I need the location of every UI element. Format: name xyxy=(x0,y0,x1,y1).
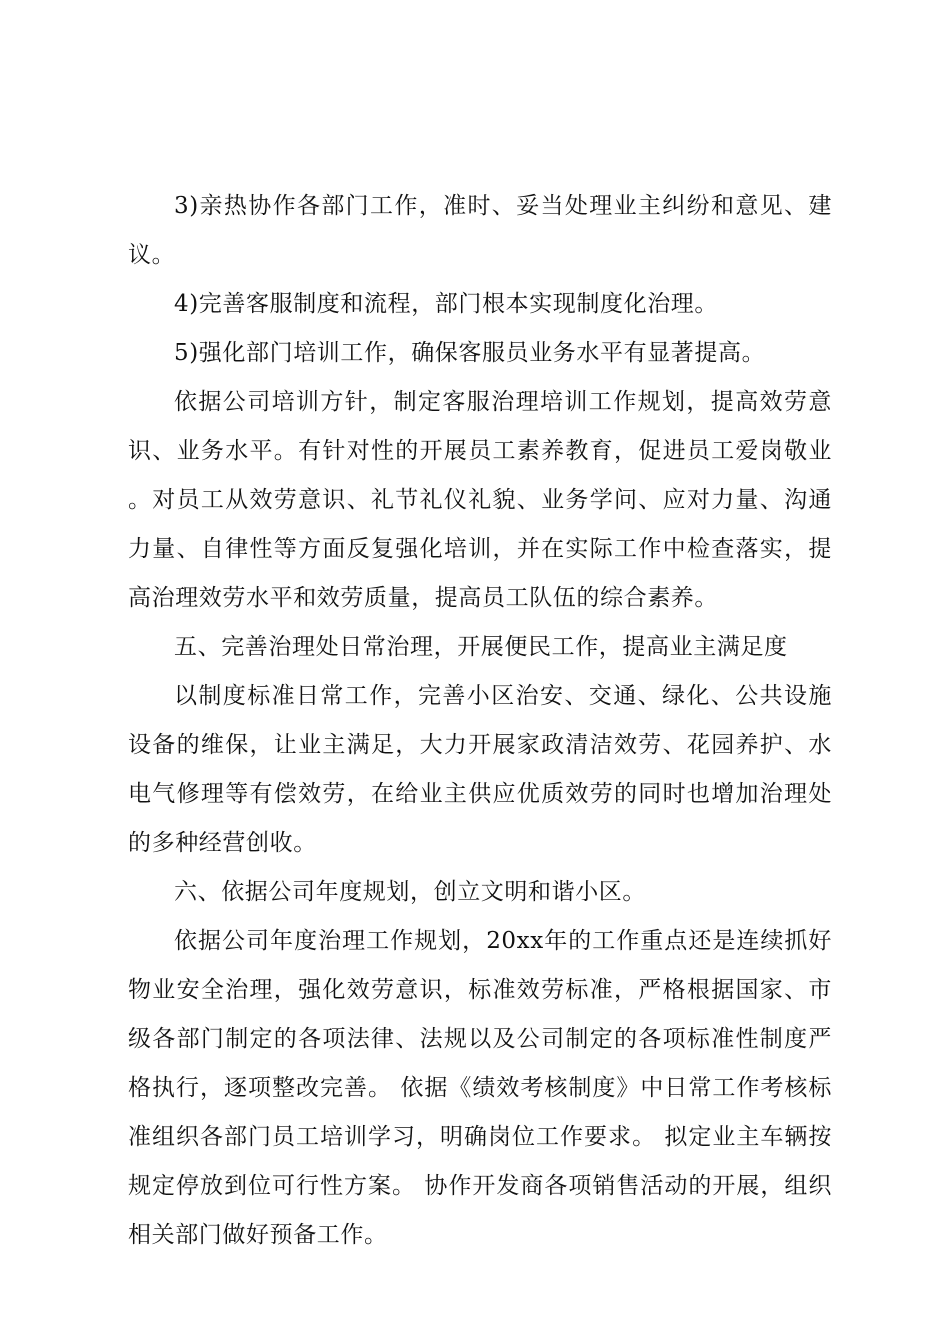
paragraph-training: 依据公司培训方针，制定客服治理培训工作规划，提高效劳意识、业务水平。有针对性的开展员工素养教育，促进员工爱岗敬业 。对员工从效劳意识、礼节礼仪礼貌、业务学问、应对力量、沟通力量、自律性等方面反复强化培训，并在实际工作中检查落实，提高治理效劳水平和效劳质量，提高员工队伍的综合素养。 xyxy=(128,389,832,611)
list-item-4: 4)完善客服制度和流程，部门根本实现制度化治理。 xyxy=(174,291,719,317)
section-heading-five: 五、完善治理处日常治理，开展便民工作，提高业主满足度 xyxy=(174,634,788,660)
list-item-5: 5)强化部门培训工作，确保客服员业务水平有显著提高。 xyxy=(174,340,766,366)
paragraph-annual-plan: 依据公司年度治理工作规划，20xx年的工作重点还是连续抓好物业安全治理，强化效劳意识，标准效劳标准，严格根据国家、市级各部门制定的各项法律、法规以及公司制定的各项标准性制度严格执行，逐项整改完善。 依据《绩效考核制度》中日常工作考核标准组织各部门员工培训学习，明确岗位工作要求。 拟定业主车辆按规定停放到位可行性方案。 协作开发商各项销售活动的开展，组织相关部门做好预备工作。 xyxy=(128,928,832,1248)
document-body xyxy=(128,182,832,1260)
paragraph-daily-management: 以制度标准日常工作，完善小区治安、交通、绿化、公共设施设备的维保，让业主满足，大力开展家政清洁效劳、花园养护、水电气修理等有偿效劳，在给业主供应优质效劳的同时也增加治理处的多种经营创收。 xyxy=(128,683,832,856)
list-item-3: 3)亲热协作各部门工作，准时、妥当处理业主纠纷和意见、建议。 xyxy=(128,193,832,268)
section-heading-six: 六、依据公司年度规划，创立文明和谐小区。 xyxy=(174,879,646,905)
